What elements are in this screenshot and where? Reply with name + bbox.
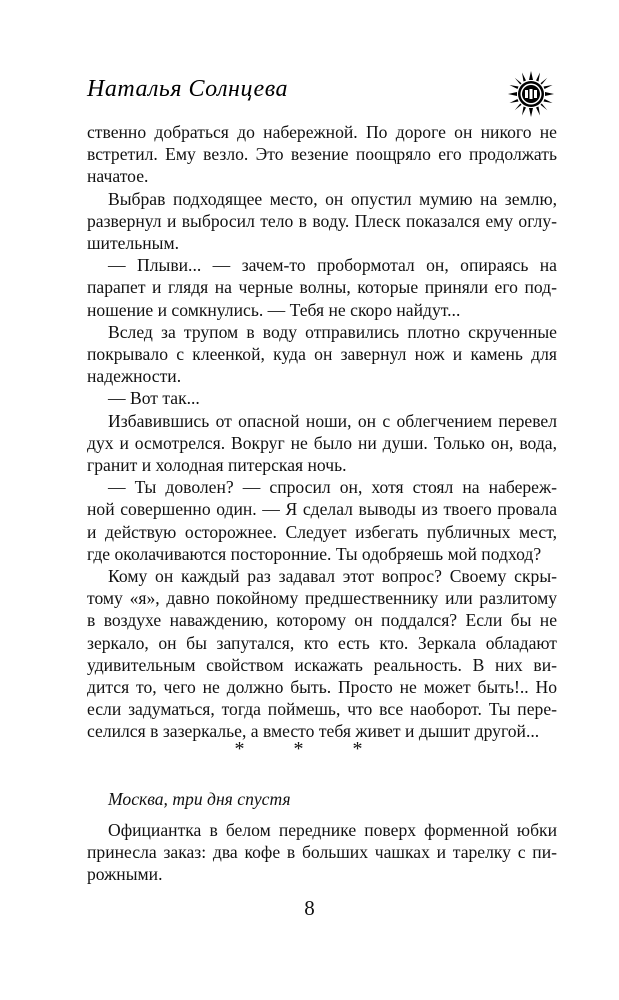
text-line: надежности.	[87, 366, 182, 387]
text-line: Выбрав подходящее место, он опустил мумию на землю,	[108, 188, 557, 209]
text-line: удивительным свойством искажать реальность. В них ви-	[87, 654, 557, 675]
author-name: Наталья Солнцева	[87, 76, 288, 102]
section-title: Москва, три дня спустя	[108, 789, 291, 809]
section-separator: * * *	[234, 738, 385, 760]
text-line: рожными.	[87, 864, 163, 885]
text-line: где околачиваются посторонние. Ты одобряешь мой подход?	[87, 543, 542, 564]
text-line: и действую осторожнее. Следует избегать публичных мест,	[87, 521, 557, 542]
text-line: принесла заказ: два кофе в больших чашках и тарелку с пи-	[87, 842, 557, 863]
text-line: начатое.	[87, 166, 149, 187]
text-line: Официантка в белом переднике поверх форменной юбки	[108, 820, 557, 840]
text-line: — Плыви... — зачем-то пробормотал он, опираясь на	[108, 255, 557, 276]
text-line: ной совершенно один. — Я сделал выводы из твоего провала	[87, 499, 557, 520]
sun-emblem-icon	[507, 70, 555, 118]
text-line: шительным.	[87, 233, 180, 254]
text-line: Кому он каждый раз задавал этот вопрос? Своему скры-	[108, 566, 557, 587]
text-line: покрывало с клеенкой, куда он завернул нож и камень для	[87, 344, 557, 365]
text-line: парапет и глядя на черные волны, которые приняли его под-	[87, 277, 557, 298]
text-line: — Вот так...	[108, 388, 200, 409]
text-line: — Ты доволен? — спросил он, хотя стоял на набереж-	[108, 477, 557, 498]
text-line: развернул и выбросил тело в воду. Плеск показался ему оглу-	[87, 210, 557, 231]
page-number: 8	[304, 896, 315, 920]
text-line: селился в зазеркалье, а вместо тебя живет и дышит другой...	[87, 721, 540, 742]
section-text-block	[87, 819, 557, 886]
text-line: Вслед за трупом в воду отправились плотно скрученные	[108, 321, 557, 342]
text-line: если задуматься, тогда поймешь, что все наоборот. Ты пере-	[87, 699, 557, 720]
text-line: ношение и сомкнулись. — Тебя не скоро найдут...	[87, 299, 461, 320]
text-line: встретил. Ему везло. Это везение поощряло его продолжать	[87, 144, 557, 165]
text-line: Избавившись от опасной ноши, он с облегчением перевел	[108, 410, 557, 431]
text-line: дится то, чего не должно быть. Просто не может быть!.. Но	[87, 677, 557, 698]
text-line: в воздухе наваждению, которому он поддался? Если бы не	[87, 610, 557, 631]
text-line: гранит и холодная питерская ночь.	[87, 455, 347, 476]
text-line: зеркало, он бы запутался, кто есть кто. Зеркала обладают	[87, 632, 557, 653]
text-line: дух и осмотрелся. Вокруг не было ни души. Только он, вода,	[87, 432, 557, 453]
main-text-block	[87, 121, 557, 743]
running-header	[87, 70, 557, 120]
text-line: тому «я», давно покойному предшественнику или разлитому	[87, 588, 557, 609]
text-line: ственно добраться до набережной. По дороге он никого не	[87, 122, 557, 142]
